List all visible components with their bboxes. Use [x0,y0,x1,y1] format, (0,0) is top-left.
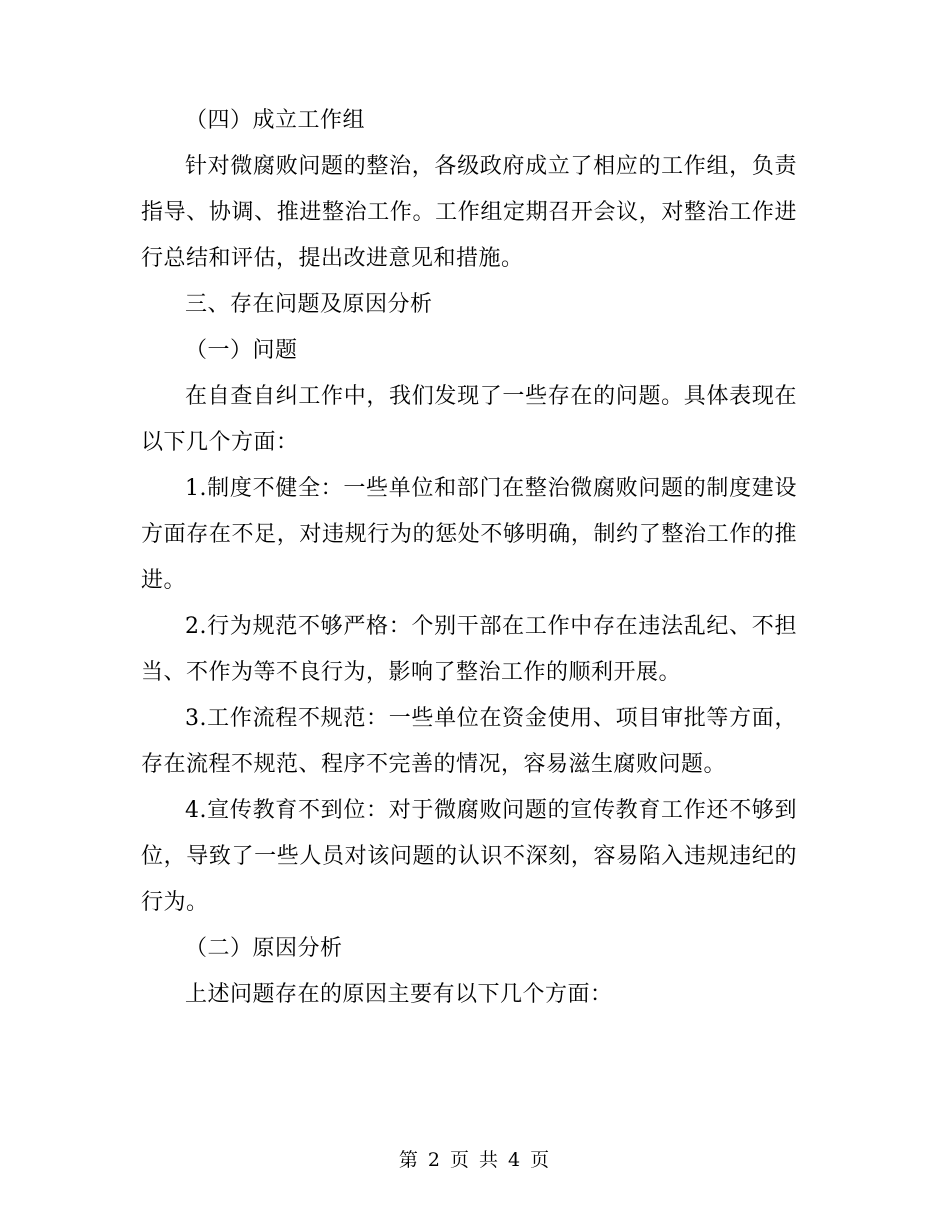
section-heading-problems-and-causes: 三、存在问题及原因分析 [185,292,433,317]
subsection-heading-cause-analysis: （二）原因分析 [185,936,343,961]
list-item-1: 1.制度不健全：一些单位和部门在整治微腐败问题的制度建设方面存在不足，对违规行为的惩处不够明确，制约了整治工作的推进。 [141,476,797,593]
paragraph-working-group: 针对微腐败问题的整治，各级政府成立了相应的工作组，负责指导、协调、推进整治工作。工作组定期召开会议，对整治工作进行总结和评估，提出改进意见和措施。 [141,154,797,271]
section-heading-establish-working-group: （四）成立工作组 [185,108,366,133]
paragraph-problems-intro: 在自查自纠工作中，我们发现了一些存在的问题。具体表现在以下几个方面： [141,384,797,455]
list-item-3: 3.工作流程不规范：一些单位在资金使用、项目审批等方面，存在流程不规范、程序不完善的情况，容易滋生腐败问题。 [141,706,797,777]
page-number-footer: 第 2 页 共 4 页 [398,1149,552,1171]
document-page [141,98,797,1018]
list-item-2: 2.行为规范不够严格：个别干部在工作中存在违法乱纪、不担当、不作为等不良行为，影响了整治工作的顺利开展。 [141,614,797,685]
list-item-4: 4.宣传教育不到位：对于微腐败问题的宣传教育工作还不够到位，导致了一些人员对该问题的认识不深刻，容易陷入违规违纪的行为。 [141,798,797,915]
subsection-heading-problems: （一）问题 [185,338,298,363]
paragraph-causes-intro: 上述问题存在的原因主要有以下几个方面： [185,982,613,1007]
